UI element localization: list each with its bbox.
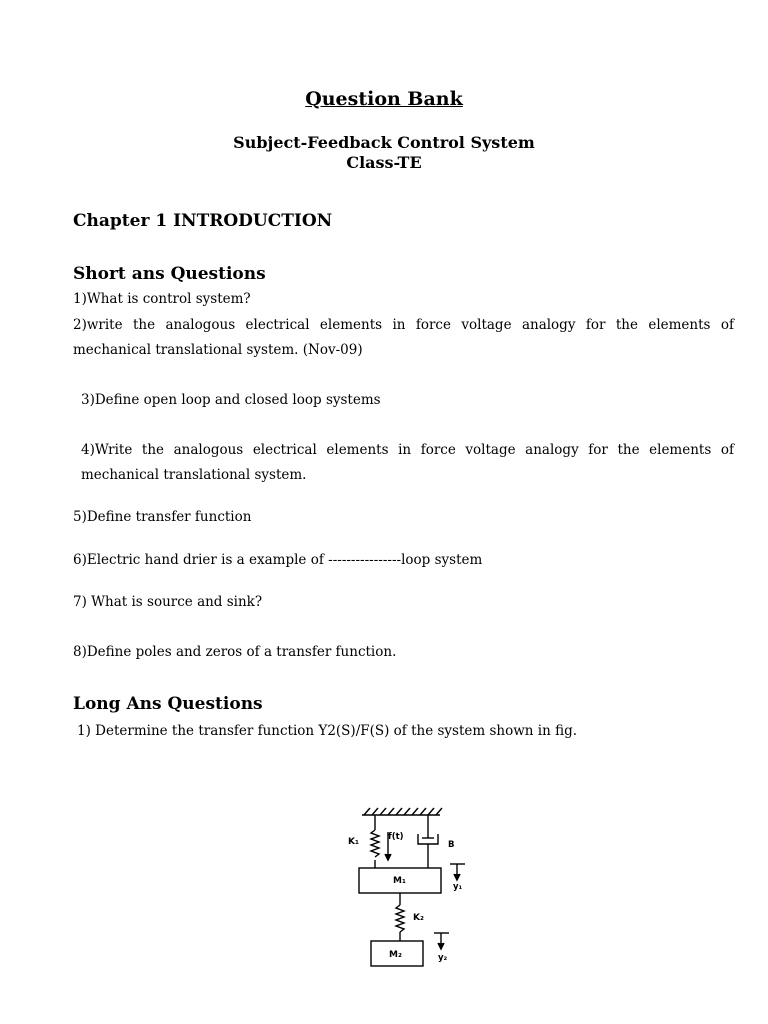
long-questions-heading: Long Ans Questions [73, 694, 263, 714]
label-m1: M₁ [393, 876, 406, 886]
displacement-y2-arrow [434, 933, 449, 949]
mechanical-system-figure [330, 800, 480, 980]
short-question-8: 8)Define poles and zeros of a transfer function. [73, 644, 397, 660]
label-k1: K₁ [348, 837, 359, 847]
label-y1: y₁ [453, 882, 463, 892]
short-question-4: 4)Write the analogous electrical elements in force voltage analogy for the elements of mechanical translational system. [81, 442, 734, 483]
subject-line: Subject-Feedback Control System [233, 133, 535, 152]
damper-b [418, 815, 438, 868]
displacement-y1-arrow [450, 864, 465, 880]
short-question-2: 2)write the analogous electrical elements in force voltage analogy for the elements of mechanical translational system. (Nov-09) [73, 317, 734, 358]
short-question-1: 1)What is control system? [73, 291, 251, 307]
label-m2: M₂ [389, 950, 402, 960]
label-force: f(t) [388, 832, 404, 842]
short-question-5: 5)Define transfer function [73, 509, 252, 525]
label-y2: y₂ [438, 953, 448, 963]
page-title: Question Bank [305, 88, 463, 110]
class-line: Class-TE [346, 153, 422, 172]
spring-k1 [371, 815, 379, 868]
short-question-3: 3)Define open loop and closed loop systems [81, 392, 381, 408]
label-k2: K₂ [413, 913, 424, 923]
short-question-7: 7) What is source and sink? [73, 594, 263, 610]
ceiling-hatch [364, 808, 442, 815]
short-questions-heading: Short ans Questions [73, 264, 266, 284]
spring-k2 [396, 893, 404, 941]
label-b: B [448, 840, 455, 850]
long-question-1: 1) Determine the transfer function Y2(S)/F(S) of the system shown in fig. [77, 723, 578, 739]
short-question-6: 6)Electric hand drier is a example of ----------------loop system [73, 552, 483, 568]
chapter-heading: Chapter 1 INTRODUCTION [73, 211, 333, 231]
